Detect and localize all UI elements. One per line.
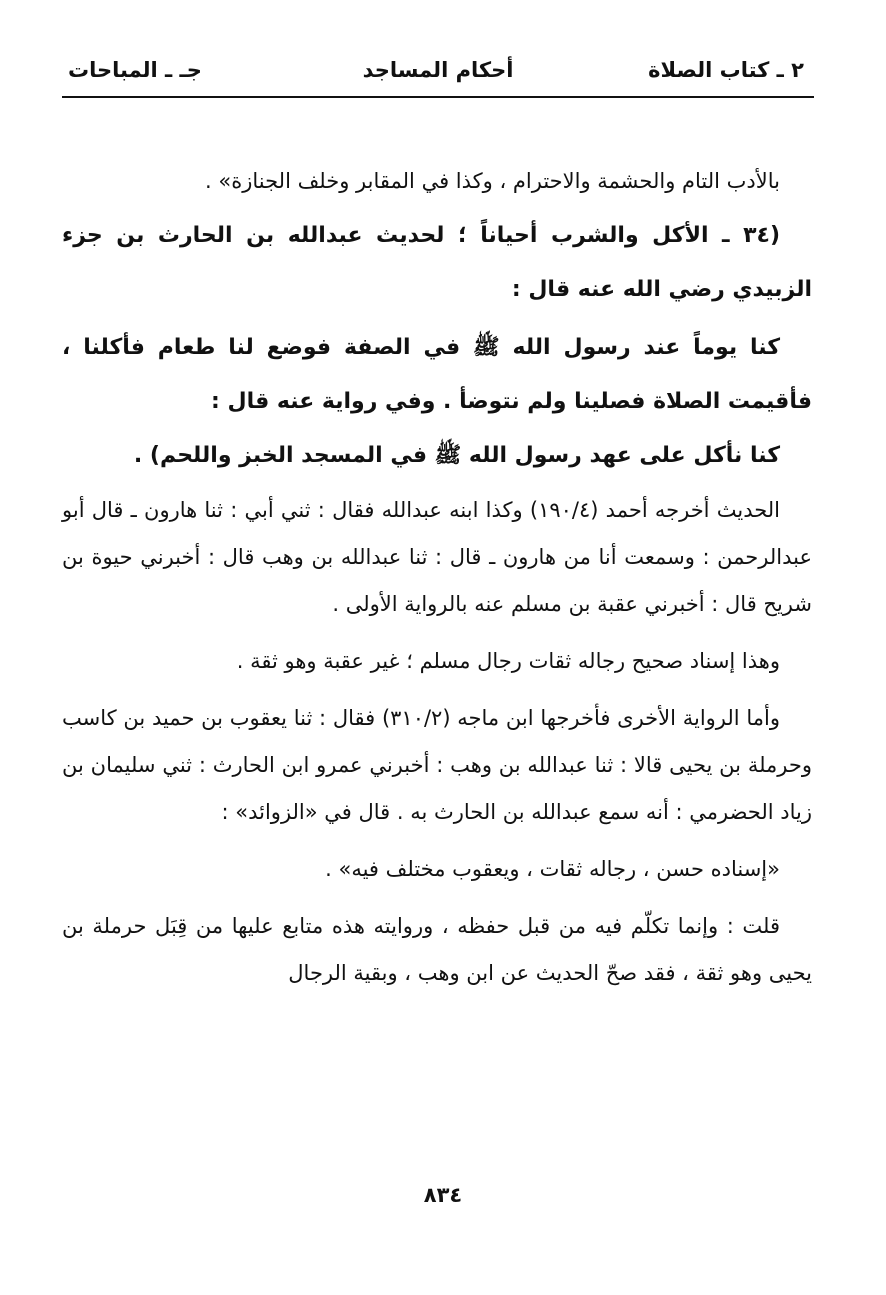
paragraph-takhrij: الحديث أخرجه أحمد (١٩٠/٤) وكذا ابنه عبدالله فقال : ثني أبي : ثنا هارون ـ قال أبو عبدالرحمن : وسمعت أنا من هارون ـ قال : ثنا عبدالله بن وهب قال : أخبرني حيوة بن شريح قال : أخبرني عقبة بن مسلم عنه بالرواية الأولى . xyxy=(62,498,812,616)
header-chapter-title: أحكام المساجد xyxy=(362,58,514,82)
paragraph-continuation: بالأدب التام والحشمة والاحترام ، وكذا في المقابر وخلف الجنازة» . xyxy=(205,169,780,193)
paragraph-isnad-grading: وهذا إسناد صحيح رجاله ثقات رجال مسلم ؛ غير عقبة وهو ثقة . xyxy=(236,649,780,673)
body-text xyxy=(62,158,812,997)
paragraph-other-narration: وأما الرواية الأخرى فأخرجها ابن ماجه (٣١٠/٢) فقال : ثنا يعقوب بن حميد بن كاسب وحرملة بن يحيى قالا : ثنا عبدالله بن وهب : أخبرني عمرو ابن الحارث : ثني سليمان بن زياد الحضرمي : أنه سمع عبدالله بن الحارث به . قال في «الزوائد» : xyxy=(62,706,812,824)
header-section-title: جـ ـ المباحات xyxy=(68,58,202,82)
paragraph-zawaid-quote: «إسناده حسن ، رجاله ثقات ، ويعقوب مختلف فيه» . xyxy=(325,857,780,881)
header-book-title: ٢ ـ كتاب الصلاة xyxy=(648,58,804,82)
paragraph-author-comment: قلت : وإنما تكلّم فيه من قبل حفظه ، وروايته هذه متابع عليها من قِبَل حرملة بن يحيى وهو ثقة ، فقد صحّ الحديث عن ابن وهب ، وبقية الرجال xyxy=(62,914,812,985)
paragraph-hadith-text: كنا يوماً عند رسول الله ﷺ في الصفة فوضع لنا طعام فأكلنا ، فأقيمت الصلاة فصلينا ولم نتوضأ . وفي رواية عنه قال : xyxy=(62,335,812,414)
paragraph-heading-item-34: (٣٤ ـ الأكل والشرب أحياناً ؛ لحديث عبدالله بن الحارث بن جزء الزبيدي رضي الله عنه قال : xyxy=(62,223,812,302)
running-header xyxy=(62,56,814,98)
page-number: ٨٣٤ xyxy=(423,1183,463,1207)
paragraph-hadith-second-narration: كنا نأكل على عهد رسول الله ﷺ في المسجد الخبز واللحم) . xyxy=(133,443,780,468)
